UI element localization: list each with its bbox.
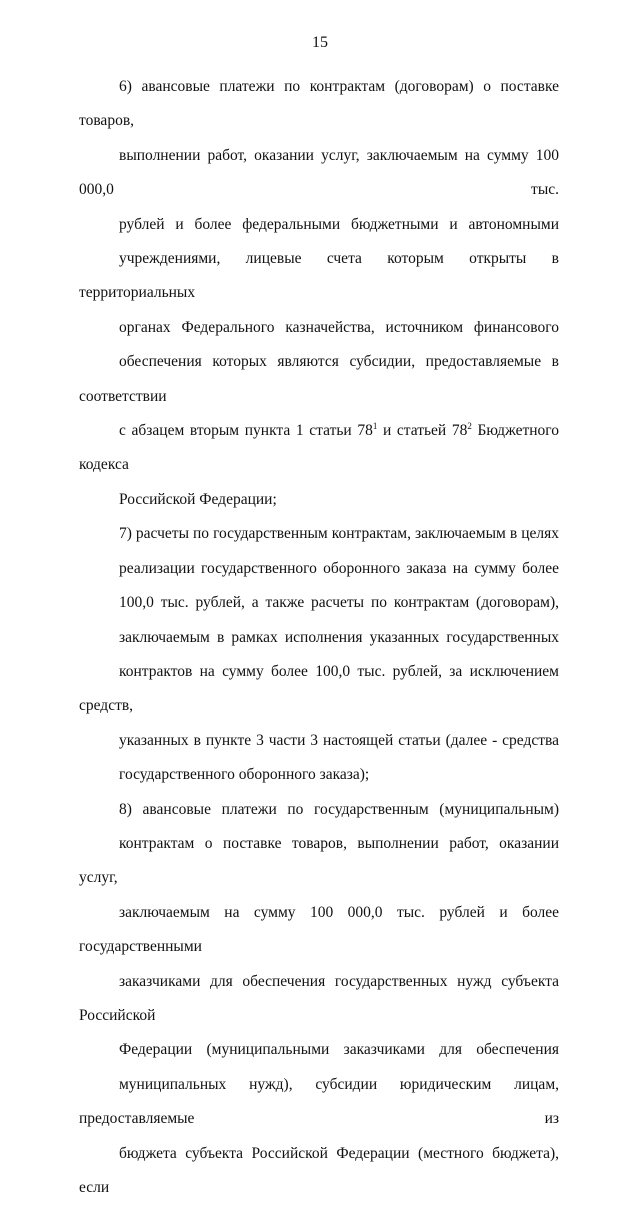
- paragraph-item-7: [79, 517, 559, 792]
- text-line: указанных в пункте 3 части 3 настоящей статьи (далее - средства: [119, 731, 559, 749]
- text-line: учреждениями, лицевые счета которым открыты в территориальных: [79, 250, 559, 302]
- text-line: контрактов на сумму более 100,0 тыс. рублей, за исключением средств,: [79, 662, 559, 715]
- text-line-last: Российской Федерации;: [119, 490, 277, 508]
- ref-text-b: и статьей 78: [377, 422, 468, 440]
- ref-text-a: с абзацем вторым пункта 1 статьи 78: [119, 422, 373, 440]
- paragraph-item-6: [79, 70, 559, 517]
- text-line-last: государственного оборонного заказа);: [119, 766, 370, 784]
- document-body: [79, 70, 559, 1205]
- text-line: реализации государственного оборонного заказа на сумму более: [119, 559, 559, 577]
- superscript-1: 1: [372, 421, 378, 432]
- text-line: рублей и более федеральными бюджетными и автономными: [119, 215, 559, 233]
- text-line: 7) расчеты по государственным контрактам, заключаемым в целях: [119, 525, 559, 543]
- text-line: Федерации (муниципальными заказчиками для обеспечения: [119, 1041, 559, 1059]
- text-line: 8) авансовые платежи по государственным (муниципальным): [119, 800, 559, 818]
- text-line: органах Федерального казначейства, источником финансового: [119, 318, 559, 336]
- text-line: муниципальных нужд), субсидии юридическим лицам, предоставляемые из: [79, 1075, 559, 1128]
- text-line: заключаемым на сумму 100 000,0 тыс. рублей и более государственными: [79, 903, 559, 956]
- text-line: 100,0 тыс. рублей, а также расчеты по контрактам (договорам),: [119, 594, 559, 612]
- paragraph-item-8: [79, 793, 559, 1205]
- text-line: обеспечения которых являются субсидии, предоставляемые в соответствии: [79, 353, 559, 405]
- ref-text-c: Бюджетного кодекса: [79, 422, 559, 474]
- page-number: 15: [312, 34, 328, 51]
- text-line: бюджета субъекта Российской Федерации (местного бюджета), если: [79, 1144, 559, 1196]
- text-line-with-footnote-refs: [79, 414, 559, 483]
- superscript-2: 2: [467, 421, 472, 432]
- text-line: заказчиками для обеспечения государственных нужд субъекта Российской: [79, 972, 559, 1024]
- text-line: 6) авансовые платежи по контрактам (договорам) о поставке товаров,: [79, 78, 559, 130]
- text-line: заключаемым в рамках исполнения указанных государственных: [119, 628, 559, 646]
- text-line: контрактам о поставке товаров, выполнении работ, оказании услуг,: [79, 834, 559, 887]
- text-line: выполнении работ, оказании услуг, заключаемым на сумму 100 000,0 тыс.: [79, 146, 559, 199]
